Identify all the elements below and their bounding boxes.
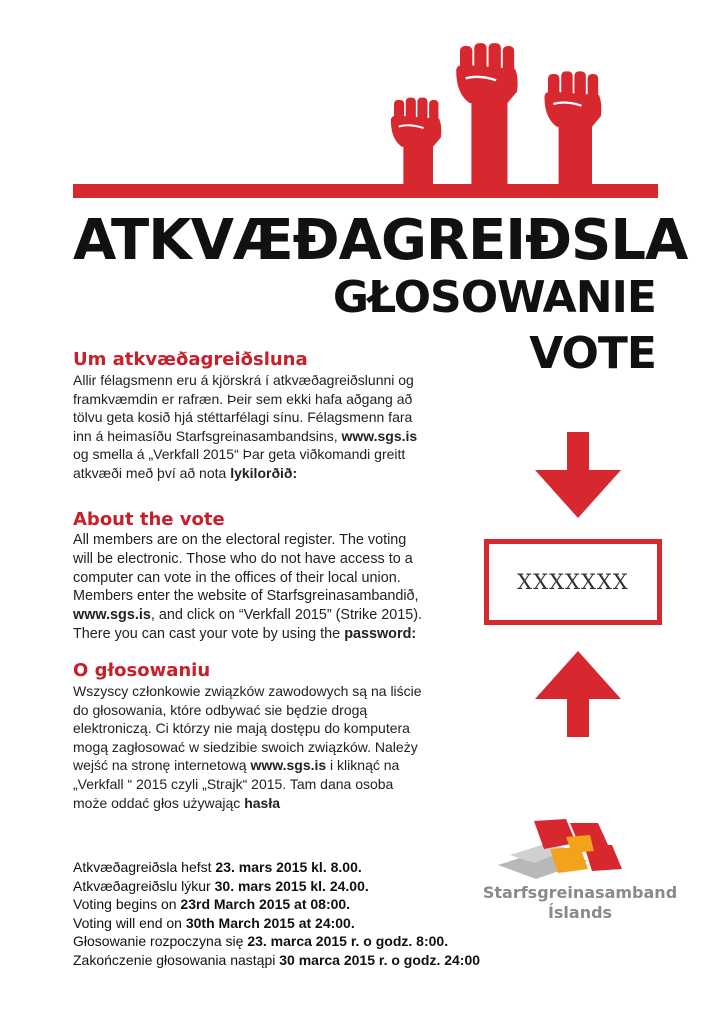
vote-dates xyxy=(73,858,480,970)
body-text: , and click on “Verkfall 2015” (Strike 2015). There you can cast your vote by using the xyxy=(73,607,422,642)
sgs-logo xyxy=(482,815,678,935)
date-label: Atkvæðagreiðslu lýkur xyxy=(73,877,215,894)
section-heading: About the vote xyxy=(73,509,225,530)
body-text: og smella á „Verkfall 2015“ Þar geta viðkomandi greitt atkvæði með því að nota xyxy=(73,446,406,481)
date-line xyxy=(73,932,480,951)
title-english: VOTE xyxy=(529,328,656,379)
date-line xyxy=(73,914,480,933)
section-icelandic xyxy=(73,349,428,483)
date-label: Voting will end on xyxy=(73,914,186,931)
date-line xyxy=(73,951,480,970)
password-label: password: xyxy=(344,625,417,642)
date-value: 30th March 2015 at 24:00. xyxy=(185,914,355,931)
date-line xyxy=(73,895,480,914)
arrow-up-icon xyxy=(535,651,621,737)
date-label: Voting begins on xyxy=(73,896,181,913)
section-body xyxy=(73,371,428,483)
password-label: hasła xyxy=(244,794,281,811)
logo-line: Starfsgreinasamband xyxy=(482,883,678,902)
logo-wordmark xyxy=(480,883,680,923)
date-value: 23rd March 2015 at 08:00. xyxy=(180,896,351,913)
section-polish xyxy=(73,660,428,812)
date-line xyxy=(73,858,480,877)
password-placeholder: XXXXXXX xyxy=(517,570,629,594)
website-link-text: www.sgs.is xyxy=(341,427,418,444)
body-text: Wszyscy członkowie związków zawodowych są na liście do głosowania, które odbywać sie będzie drogą elektroniczą. Ci którzy nie mają dostępu do komputera mogą zagłosować w siedzibie swoich związków. Należy wejść na stronę internetową xyxy=(73,683,422,774)
section-body xyxy=(73,682,428,812)
date-label: Atkvæðagreiðsla hefst xyxy=(73,859,216,875)
section-heading: Um atkvæðagreiðsluna xyxy=(73,349,308,370)
website-link-text: www.sgs.is xyxy=(73,607,151,624)
date-label: Zakończenie głosowania nastąpi xyxy=(73,951,280,968)
sgs-logo-icon xyxy=(488,815,668,885)
date-value: 30 marca 2015 r. o godz. 24:00 xyxy=(279,951,481,968)
top-red-bar xyxy=(73,184,658,198)
raised-fist-icon xyxy=(456,43,517,188)
date-line xyxy=(73,877,480,896)
arrow-down-icon xyxy=(535,432,621,518)
password-box xyxy=(484,539,662,625)
title-icelandic: ATKVÆÐAGREIÐSLA xyxy=(73,208,688,273)
body-text: i kliknąć na „Verkfall “ 2015 czyli „Strajk“ 2015. Tam dana osoba może oddać głos używając xyxy=(73,757,400,811)
date-label: Głosowanie rozpoczyna się xyxy=(73,933,248,950)
raised-fist-icon xyxy=(391,98,441,188)
title-polish: GŁOSOWANIE xyxy=(332,272,656,323)
date-value: 30. mars 2015 kl. 24.00. xyxy=(214,877,369,894)
raised-fist-icon xyxy=(544,71,601,188)
body-text: Allir félagsmenn eru á kjörskrá í atkvæðagreiðslunni og framkvæmdin er rafræn. Þeir sem ekki hafa aðgang að tölvu geta kosið hjá stéttarfélagi sínu. Félagsmenn fara inn á heimasíðu Starfsgreinasambandsins, xyxy=(73,372,414,444)
password-label: lykilorðið: xyxy=(230,464,298,481)
date-value: 23. marca 2015 r. o godz. 8:00. xyxy=(247,933,449,950)
body-text: All members are on the electoral register. The voting will be electronic. Those who do not have access to a computer can vote in the offices of their local union. Members enter the website of Starfsgreinasambandið, xyxy=(73,532,419,605)
website-link-text: www.sgs.is xyxy=(250,757,327,774)
logo-line: Íslands xyxy=(547,903,613,922)
date-value: 23. mars 2015 kl. 8.00. xyxy=(215,859,362,875)
section-english xyxy=(73,509,428,644)
raised-fists-illustration xyxy=(380,38,670,188)
section-body xyxy=(73,531,428,644)
section-heading: O głosowaniu xyxy=(73,660,211,681)
